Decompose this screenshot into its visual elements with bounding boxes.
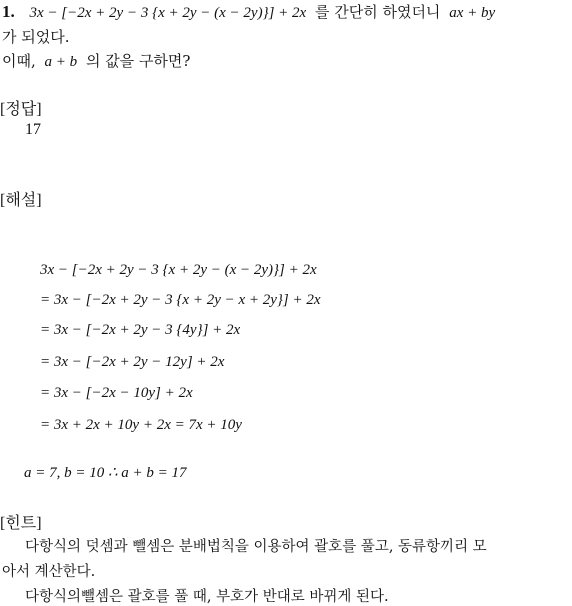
question-expression: a + b (44, 54, 78, 70)
solution-step: = 3x − [−2x + 2y − 3 {x + 2y − x + 2y}] + 2x (40, 292, 321, 308)
problem-text-a: 를 간단히 하였더니 (314, 3, 441, 21)
problem-expression: 3x − [−2x + 2y − 3 {x + 2y − (x − 2y)}] + 2x (29, 5, 307, 21)
solution-label: [해설] (0, 192, 42, 209)
hint-label: [힌트] (0, 515, 42, 532)
question-prefix: 이때, (2, 52, 36, 70)
question-suffix: 의 값을 구하면? (85, 52, 191, 70)
answer-label: [정답] (0, 101, 42, 118)
solution-conclusion: a = 7, b = 10 ∴ a + b = 17 (24, 465, 187, 481)
solution-step: = 3x − [−2x + 2y − 3 {4y}] + 2x (40, 322, 241, 338)
problem-line-1 (2, 1, 495, 22)
problem-number: 1. (2, 2, 15, 21)
solution-step: = 3x − [−2x − 10y] + 2x (40, 385, 193, 401)
solution-step: = 3x + 2x + 10y + 2x = 7x + 10y (40, 417, 242, 433)
hint-line: 다항식의뺄셈은 괄호를 풀 때, 부호가 반대로 바뀌게 된다. (25, 589, 389, 605)
problem-text-b: 가 되었다. (2, 28, 70, 46)
hint-line: 아서 계산한다. (2, 564, 96, 580)
solution-step: 3x − [−2x + 2y − 3 {x + 2y − (x − 2y)}] + 2x (40, 262, 317, 278)
solution-step: = 3x − [−2x + 2y − 12y] + 2x (40, 354, 225, 370)
problem-question (2, 50, 190, 71)
hint-line: 다항식의 덧셈과 뺄셈은 분배법칙을 이용하여 괄호를 풀고, 동류항끼리 모 (25, 539, 487, 555)
answer-value: 17 (25, 121, 41, 138)
result-expression: ax + by (449, 5, 496, 21)
